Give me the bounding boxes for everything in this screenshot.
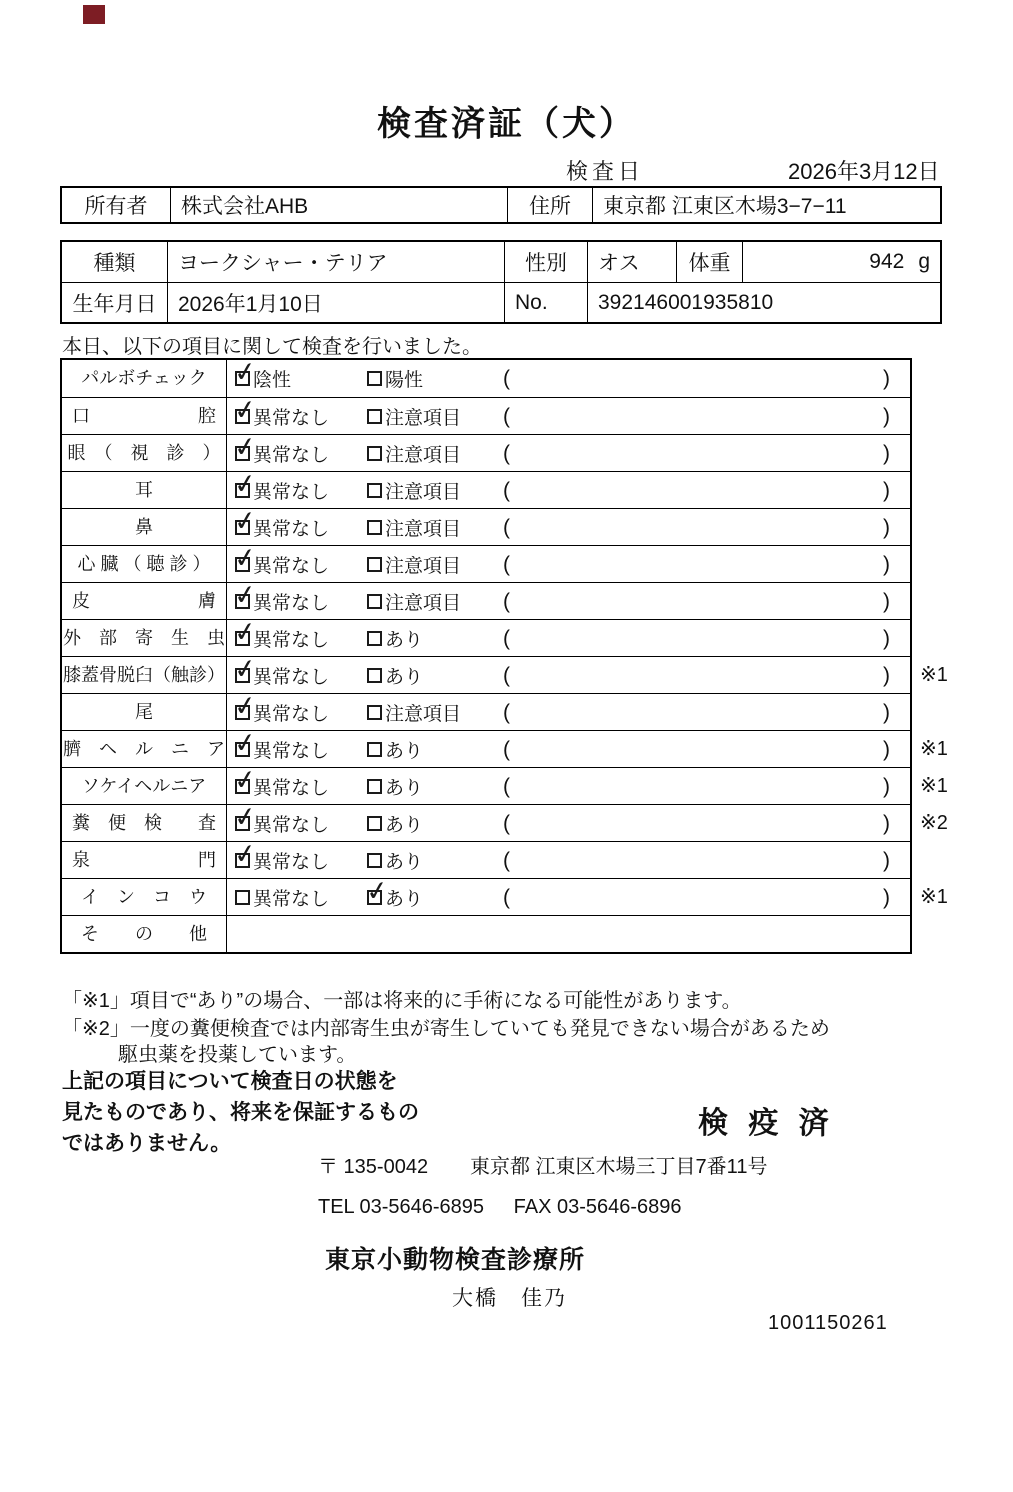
- option-2: [367, 694, 461, 731]
- check-icon: ✓: [231, 578, 259, 612]
- paren-close: ): [883, 701, 890, 724]
- item-result-cell: [227, 652, 910, 693]
- item-result-cell: [227, 916, 910, 952]
- address-value: 東京都 江東区木場3−7−11: [592, 188, 940, 222]
- item-result-cell: [227, 541, 910, 582]
- checkbox[interactable]: [231, 800, 259, 834]
- item-name: パルボチェック: [62, 360, 227, 397]
- paren-close: ): [883, 405, 890, 428]
- item-result-cell: [227, 726, 910, 767]
- option-1-label: 陰性: [253, 370, 292, 391]
- disclaimer-text: [62, 1066, 419, 1159]
- footnote-ref: ※1: [920, 775, 948, 797]
- checkbox[interactable]: [231, 504, 259, 538]
- option-1-label: 異常なし: [253, 889, 330, 910]
- checkbox[interactable]: [367, 779, 382, 794]
- item-result-cell: [227, 763, 910, 804]
- checklist-row: [62, 467, 910, 508]
- checklist-row: [62, 578, 910, 619]
- option-2-label: あり: [385, 630, 424, 651]
- option-1: [231, 578, 330, 620]
- option-1-label: 異常なし: [253, 519, 330, 540]
- option-1: [231, 726, 330, 768]
- weight-unit: g: [918, 250, 930, 273]
- checklist-table: [60, 355, 948, 954]
- check-icon: ✓: [231, 467, 259, 501]
- option-2: [367, 398, 461, 435]
- option-2: [367, 768, 423, 805]
- paren-open: (: [503, 886, 510, 909]
- option-2: [367, 583, 461, 620]
- option-2-label: 注意項目: [385, 445, 462, 466]
- checkbox[interactable]: [367, 853, 382, 868]
- option-2: [367, 620, 423, 657]
- item-name: 鼻: [62, 509, 227, 545]
- checkbox[interactable]: [367, 742, 382, 757]
- paren-open: (: [503, 849, 510, 872]
- check-icon: ✓: [231, 541, 259, 575]
- checkbox[interactable]: [367, 409, 382, 424]
- paren-close: ): [883, 590, 890, 613]
- paren-close: ): [883, 812, 890, 835]
- item-result-cell: [227, 615, 910, 656]
- option-2-label: 注意項目: [385, 482, 462, 503]
- option-1-label: 異常なし: [253, 852, 330, 873]
- footnote-ref: ※1: [920, 738, 948, 760]
- option-2-label: 注意項目: [385, 519, 462, 540]
- option-2-label: あり: [385, 815, 424, 836]
- item-name: 泉 門: [62, 842, 227, 878]
- item-result-cell: [227, 578, 910, 619]
- disclaimer-line-3: ではありません。: [62, 1132, 232, 1155]
- option-2: [367, 805, 423, 842]
- option-1-label: 異常なし: [253, 741, 330, 762]
- check-icon: ✓: [231, 837, 259, 871]
- item-name: そ の 他: [62, 916, 227, 952]
- item-name: 膝蓋骨脱臼（触診）: [62, 657, 227, 693]
- option-1-label: 異常なし: [253, 482, 330, 503]
- checkbox[interactable]: [367, 631, 382, 646]
- footnote-2-cont: 駆虫薬を投薬しています。: [118, 1044, 357, 1066]
- item-name: 耳: [62, 472, 227, 508]
- option-1-label: 異常なし: [253, 593, 330, 614]
- checkbox[interactable]: [367, 520, 382, 535]
- option-1: [231, 541, 330, 583]
- footnote-ref: ※2: [920, 812, 948, 834]
- checklist-row: [62, 541, 910, 582]
- check-icon: ✓: [231, 393, 259, 427]
- birth-value: 2026年1月10日: [167, 283, 504, 322]
- item-result-cell: [227, 430, 910, 471]
- owner-row: [62, 188, 940, 222]
- footnote-1: 「※1」項目で“あり”の場合、一部は将来的に手術になる可能性があります。: [62, 990, 742, 1012]
- checkbox[interactable]: [231, 541, 259, 575]
- checklist-row: [62, 726, 948, 767]
- checkbox[interactable]: [231, 837, 259, 871]
- checkbox[interactable]: [231, 689, 259, 723]
- paren-open: (: [503, 553, 510, 576]
- checkbox[interactable]: [235, 890, 250, 905]
- checkbox[interactable]: [367, 705, 382, 720]
- checkbox[interactable]: [363, 874, 391, 908]
- paren-open: (: [503, 516, 510, 539]
- examiner-name: 大橋 佳乃: [452, 1287, 567, 1310]
- option-1-label: 異常なし: [253, 815, 330, 836]
- option-1: [231, 763, 330, 805]
- option-1: [231, 615, 330, 657]
- item-name: 糞 便 検 査: [62, 805, 227, 841]
- checklist-row: [62, 800, 948, 841]
- option-2: [367, 509, 461, 546]
- serial-number: 1001150261: [768, 1312, 888, 1334]
- breed-value: ヨークシャー・テリア: [167, 242, 504, 282]
- checklist-row: [62, 504, 910, 545]
- breed-row: [62, 242, 940, 282]
- paren-open: (: [503, 590, 510, 613]
- check-icon: ✓: [231, 652, 259, 686]
- weight-value: 942: [869, 250, 905, 273]
- option-2-label: あり: [385, 667, 424, 688]
- check-icon: ✓: [231, 504, 259, 538]
- item-result-cell: [227, 689, 910, 730]
- item-name: 外 部 寄 生 虫: [62, 620, 227, 656]
- checkbox[interactable]: [367, 483, 382, 498]
- document-title: 検査済証（犬）: [377, 105, 636, 143]
- option-2: [367, 472, 461, 509]
- birth-row: [62, 282, 940, 322]
- paren-close: ): [883, 367, 890, 390]
- checkbox[interactable]: [367, 668, 382, 683]
- pet-info-table: [60, 240, 942, 324]
- item-name: 心 臓 （ 聴 診 ）: [62, 546, 227, 582]
- checkbox[interactable]: [231, 578, 259, 612]
- option-2: [367, 657, 423, 694]
- item-name: 眼 （ 視 診 ）: [62, 435, 227, 471]
- scan-artifact-mark: [83, 5, 105, 24]
- option-1: [231, 652, 330, 694]
- item-name: 皮 膚: [62, 583, 227, 619]
- inspection-date-value: 2026年3月12日: [788, 159, 940, 184]
- sex-value: オス: [587, 242, 676, 282]
- option-2-label: 注意項目: [385, 593, 462, 614]
- option-2-label: 注意項目: [385, 408, 462, 429]
- checklist-row: [62, 915, 910, 952]
- checkbox[interactable]: [367, 371, 382, 386]
- item-name: 尾: [62, 694, 227, 730]
- option-2: [367, 435, 461, 472]
- check-icon: ✓: [363, 874, 391, 908]
- breed-label: 種類: [93, 252, 136, 275]
- checklist-row: [62, 393, 910, 434]
- check-icon: ✓: [231, 430, 259, 464]
- checkbox[interactable]: [367, 594, 382, 609]
- paren-open: (: [503, 367, 510, 390]
- paren-open: (: [503, 738, 510, 761]
- paren-open: (: [503, 664, 510, 687]
- option-2: [367, 842, 423, 879]
- birth-label: 生年月日: [72, 292, 157, 316]
- owner-label: 所有者: [84, 195, 148, 218]
- item-result-cell: [227, 467, 910, 508]
- item-name: ソケイヘルニア: [62, 768, 227, 804]
- paren-open: (: [503, 775, 510, 798]
- paren-close: ): [883, 849, 890, 872]
- paren-close: ): [883, 627, 890, 650]
- item-result-cell: [227, 800, 910, 841]
- checkbox[interactable]: [231, 615, 259, 649]
- paren-open: (: [503, 479, 510, 502]
- postal-code: 〒 135-0042: [318, 1156, 429, 1178]
- checklist-row: [62, 689, 910, 730]
- option-2: [367, 731, 423, 768]
- option-1-label: 異常なし: [253, 630, 330, 651]
- paren-open: (: [503, 701, 510, 724]
- option-2: [363, 874, 424, 916]
- inspection-date-label: 検査日: [566, 159, 645, 184]
- option-2-label: 陽性: [385, 370, 424, 391]
- option-1-label: 異常なし: [253, 445, 330, 466]
- address-label: 住所: [507, 188, 592, 222]
- intro-text: 本日、以下の項目に関して検査を行いました。: [62, 336, 482, 358]
- quarantine-stamp: 検 疫 済: [698, 1107, 835, 1140]
- checklist-row: [62, 652, 948, 693]
- sex-label: 性別: [504, 242, 587, 282]
- item-result-cell: [227, 874, 910, 915]
- option-2-label: あり: [385, 741, 424, 762]
- item-result-cell: [227, 393, 910, 434]
- footnote-ref: ※1: [920, 886, 948, 908]
- paren-open: (: [503, 627, 510, 650]
- footnote-2: 「※2」一度の糞便検査では内部寄生虫が寄生していても発見できない場合があるため: [62, 1018, 830, 1040]
- check-icon: ✓: [231, 689, 259, 723]
- paren-close: ): [883, 886, 890, 909]
- checkbox[interactable]: [231, 430, 259, 464]
- option-1-label: 異常なし: [253, 704, 330, 725]
- checklist-row: [62, 355, 910, 397]
- paren-close: ): [883, 442, 890, 465]
- checkbox[interactable]: [367, 557, 382, 572]
- option-1: [231, 430, 330, 472]
- option-1: [231, 837, 330, 879]
- option-1: [231, 355, 292, 397]
- no-value: 392146001935810: [587, 283, 940, 322]
- option-1: [235, 879, 329, 916]
- option-1-label: 異常なし: [253, 556, 330, 577]
- paren-close: ): [883, 479, 890, 502]
- checkbox[interactable]: [367, 446, 382, 461]
- checklist-row: [62, 615, 910, 656]
- check-icon: ✓: [231, 726, 259, 760]
- checkbox[interactable]: [367, 816, 382, 831]
- option-2-label: あり: [385, 889, 424, 910]
- item-result-cell: [227, 837, 910, 878]
- paren-close: ): [883, 553, 890, 576]
- tel-number: TEL 03-5646-6895: [318, 1196, 485, 1218]
- paren-close: ): [883, 738, 890, 761]
- option-2: [367, 546, 461, 583]
- checkbox[interactable]: [231, 355, 259, 389]
- checkbox[interactable]: [231, 652, 259, 686]
- disclaimer-line-2: 見たものであり、将来を保証するもの: [62, 1101, 419, 1124]
- checkbox[interactable]: [231, 467, 259, 501]
- option-2-label: あり: [385, 852, 424, 873]
- paren-close: ): [883, 775, 890, 798]
- weight-label: 体重: [676, 242, 742, 282]
- option-2: [367, 360, 423, 397]
- tel-fax-line: [318, 1196, 682, 1219]
- paren-close: ): [883, 516, 890, 539]
- checklist-row: [62, 874, 948, 915]
- paren-open: (: [503, 812, 510, 835]
- fax-number: FAX 03-5646-6896: [513, 1196, 682, 1218]
- option-1-label: 異常なし: [253, 667, 330, 688]
- item-name: 臍 ヘ ル ニ ア: [62, 731, 227, 767]
- check-icon: ✓: [231, 355, 259, 389]
- item-result-cell: [227, 355, 910, 397]
- option-1: [231, 393, 330, 435]
- option-2-label: 注意項目: [385, 556, 462, 577]
- checkbox[interactable]: [231, 393, 259, 427]
- checklist-row: [62, 430, 910, 471]
- disclaimer-line-1: 上記の項目について検査日の状態を: [62, 1070, 398, 1093]
- check-icon: ✓: [231, 800, 259, 834]
- paren-open: (: [503, 405, 510, 428]
- paren-close: ): [883, 664, 890, 687]
- option-1: [231, 467, 330, 509]
- option-1: [231, 800, 330, 842]
- paren-open: (: [503, 442, 510, 465]
- option-1-label: 異常なし: [253, 408, 330, 429]
- check-icon: ✓: [231, 615, 259, 649]
- item-name: 口 腔: [62, 398, 227, 434]
- item-name: イ ン コ ウ: [62, 879, 227, 915]
- checkbox[interactable]: [231, 726, 259, 760]
- checklist-row: [62, 763, 948, 804]
- checkbox[interactable]: [231, 763, 259, 797]
- clinic-name: 東京小動物検査診療所: [325, 1246, 586, 1274]
- checklist-row: [62, 837, 910, 878]
- no-label: No.: [504, 283, 587, 322]
- owner-table: [60, 186, 942, 224]
- option-1: [231, 504, 330, 546]
- item-result-cell: [227, 504, 910, 545]
- option-1: [231, 689, 330, 731]
- clinic-address: 東京都 江東区木場三丁目7番11号: [470, 1156, 768, 1178]
- owner-value: 株式会社AHB: [170, 188, 507, 222]
- option-1-label: 異常なし: [253, 778, 330, 799]
- footnote-ref: ※1: [920, 664, 948, 686]
- check-icon: ✓: [231, 763, 259, 797]
- option-2-label: 注意項目: [385, 704, 462, 725]
- option-2-label: あり: [385, 778, 424, 799]
